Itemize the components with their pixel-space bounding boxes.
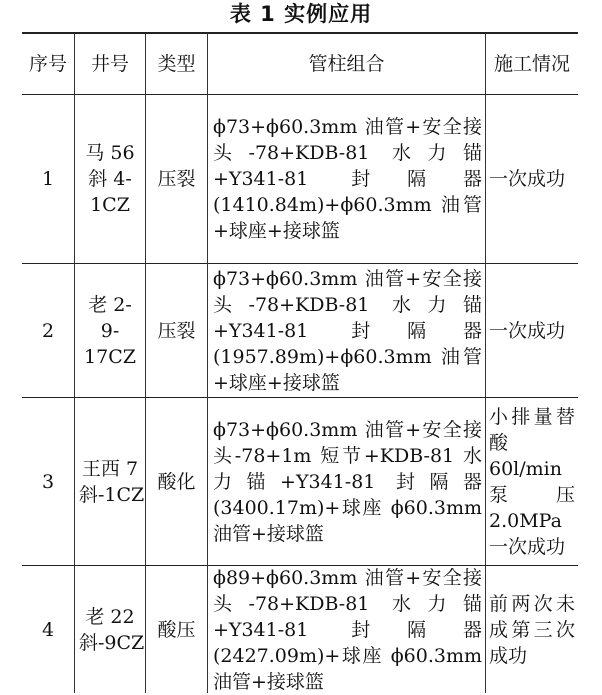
header-type: 类型 [157,53,196,75]
table-row-4-well: 老 22 斜-9CZ [79,605,145,654]
table-row-3-no: 3 [41,470,55,493]
table-row-1-type: 压裂 [157,168,196,190]
table-row-1-well: 马 56 斜 4-1CZ [85,142,135,216]
table-row-4-string: ϕ89+ϕ60.3mm 油管+安全接头-78+KDB-81 水力锚+Y341-81 封隔器 (2427.09m)+球座 ϕ60.3mm 油管+接球篮 [213,566,482,693]
table-row-2-string: ϕ73+ϕ60.3mm 油管+安全接头-78+KDB-81 水力锚+Y341-81 封隔器(1957.89m)+ϕ60.3mm 油管+球座+接球篮 [213,267,482,394]
table-row-1-result: 一次成功 [489,168,566,190]
table-row-3-result: 小排量替酸 60l/min 泵压 2.0MPa 一次成功 [489,405,575,558]
header-no: 序号 [28,53,67,75]
table-row-1-no: 1 [41,168,55,190]
table-row-4-type: 酸压 [157,618,196,641]
table-row-4-result: 前两次未成第三次成功 [489,592,575,667]
table-row-2-no: 2 [41,319,55,342]
table-row-1-string: ϕ73+ϕ60.3mm 油管+安全接头-78+KDB-81 水力锚+Y341-81 封隔器(1410.84m)+ϕ60.3mm 油管+球座+接球篮 [213,116,482,242]
table-row-3-string: ϕ73+ϕ60.3mm 油管+安全接头-78+1m 短节+KDB-81 水力锚+Y341-81 封隔器(3400.17m)+球座 ϕ60.3mm 油管+接球篮 [213,418,482,545]
table-row-3-type: 酸化 [157,470,196,493]
header-result: 施工情况 [493,53,570,75]
table-row-2-type: 压裂 [157,319,196,342]
table-row-3-well: 王西 7 斜-1CZ [79,457,145,506]
table-row-4-no: 4 [41,618,55,641]
header-string: 管柱组合 [308,53,385,75]
table-title: 表 1 实例应用 [229,2,373,26]
header-well: 井号 [90,53,129,75]
table-row-2-result: 一次成功 [489,319,566,342]
table-row-2-well: 老 2-9-17CZ [84,293,136,368]
